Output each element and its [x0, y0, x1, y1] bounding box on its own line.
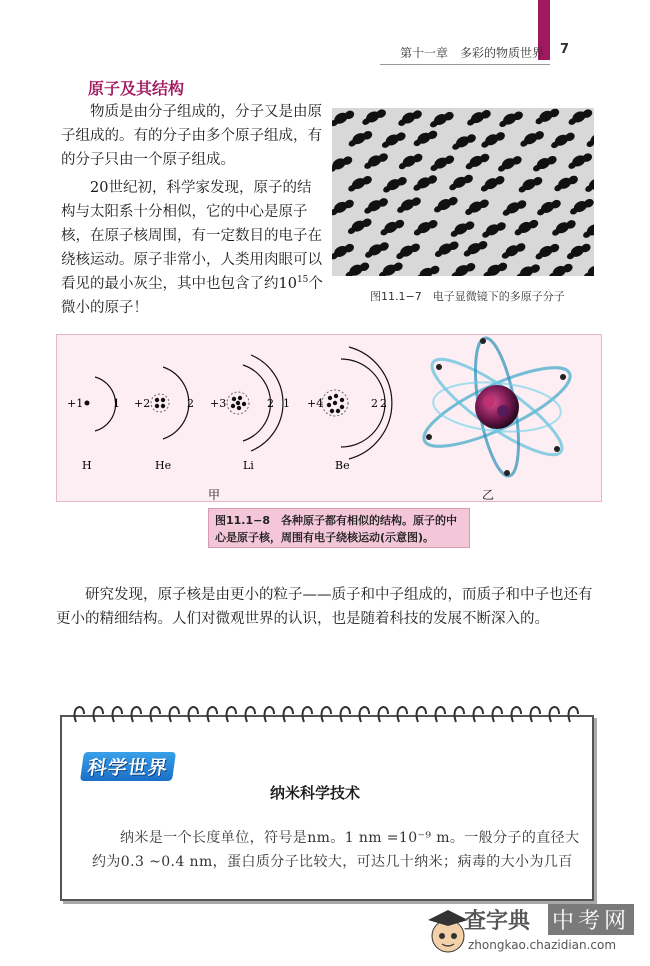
molecule-blob	[499, 240, 527, 261]
molecule-blob	[566, 108, 594, 127]
molecule-blob	[394, 240, 422, 261]
watermark-url: zhongkao.chazidian.com	[468, 938, 617, 952]
molecule-blob	[496, 153, 524, 174]
spiral-ring	[360, 707, 369, 722]
spiral-ring	[379, 707, 388, 722]
molecule-blob	[546, 260, 574, 276]
molecule-blob	[411, 217, 439, 238]
charge-li: +3	[210, 397, 227, 410]
symbol-he: He	[155, 459, 172, 472]
paragraph-atom-structure	[61, 176, 323, 320]
spiral-ring	[94, 707, 103, 722]
molecule-blob	[550, 217, 578, 238]
spiral-ring	[170, 707, 179, 722]
spiral-ring	[113, 707, 122, 722]
molecule-blob	[533, 108, 561, 126]
nucleus-ring-he	[151, 394, 169, 412]
molecule-blob	[584, 128, 594, 149]
figure-label-jia: 甲	[208, 488, 221, 502]
molecule-blob	[378, 216, 406, 237]
molecule-blob	[362, 195, 390, 216]
molecule-blob	[432, 238, 460, 259]
spiral-ring	[417, 707, 426, 722]
spiral-ring	[474, 707, 483, 722]
spiral-ring	[341, 707, 350, 722]
paragraph-research: 研究发现，原子核是由更小的粒子——质子和中子组成的，而质子和中子也还有更小的精细结构。人们对微观世界的认识，也是随着科技的发展不断深入的。	[56, 587, 593, 627]
spiral-ring	[284, 707, 293, 722]
paragraph-molecules: 物质是由分子组成的，分子又是由原子组成的。有的分子由多个原子组成，有的分子只由一个原子组成。	[61, 104, 322, 168]
molecule-blob	[530, 153, 558, 174]
molecule-blob	[500, 197, 528, 218]
molecule-blob	[332, 153, 354, 174]
header-divider	[380, 64, 550, 65]
electron-microscope-photo	[332, 108, 594, 276]
molecule-blob	[360, 108, 388, 127]
science-world-title: 纳米科学技术	[270, 784, 361, 802]
atom-be	[307, 347, 392, 472]
science-world-logo: 科学世界	[80, 752, 176, 781]
molecule-blob	[566, 150, 594, 171]
shell-he	[163, 367, 189, 439]
shell-count-he: 2	[187, 397, 194, 410]
spiral-ring	[227, 707, 236, 722]
molecule-blob	[379, 129, 407, 150]
symbol-h: H	[82, 459, 92, 472]
molecule-blob	[332, 108, 356, 128]
paragraph-text: 20世纪初，科学家发现，原子的结构与太阳系十分相似，它的中心是原子核，在原子核周围，有一定数目的电子在绕核运动。原子非常小，人类用肉眼可以看见的最小灰尘，其中也包含了约10	[61, 180, 322, 292]
molecule-blob	[564, 240, 592, 261]
atom-he	[134, 367, 194, 472]
molecule-blob	[514, 261, 542, 276]
molecule-blob	[465, 108, 493, 128]
molecule-blob	[332, 196, 355, 217]
molecule-blob	[363, 239, 391, 260]
molecule-pattern	[332, 108, 594, 276]
spiral-ring	[550, 707, 559, 722]
molecule-blob	[362, 150, 390, 171]
spiral-ring	[265, 707, 274, 722]
watermark-name-2: 中考网	[548, 904, 634, 935]
molecule-blob	[461, 238, 489, 259]
spiral-ring	[531, 707, 540, 722]
molecule-blob	[552, 172, 580, 193]
molecule-blob	[583, 173, 594, 194]
molecule-blob	[413, 262, 441, 276]
molecule-blob	[463, 196, 491, 217]
shell-count-li-2: 1	[283, 397, 290, 410]
spiral-ring	[322, 707, 331, 722]
molecule-blob	[497, 108, 525, 129]
atom-diagrams	[57, 335, 601, 501]
molecule-blob	[479, 129, 507, 150]
molecule-blob	[377, 259, 405, 276]
molecule-blob	[396, 108, 424, 128]
spiral-ring	[398, 707, 407, 722]
shell-count-li-1: 2	[267, 397, 274, 410]
atom-structure-figure	[56, 334, 602, 502]
molecule-blob	[448, 218, 476, 239]
molecule-blob	[411, 127, 439, 148]
symbol-be: Be	[335, 459, 350, 472]
molecule-blob	[533, 240, 561, 261]
molecule-blob	[447, 171, 475, 192]
spiral-ring	[493, 707, 502, 722]
charge-he: +2	[134, 397, 151, 410]
symbol-li: Li	[243, 459, 254, 472]
shell-count-be-2: 2	[380, 397, 387, 410]
paragraph-text-end: 个微小的原子！	[61, 276, 323, 316]
spiral-ring	[512, 707, 521, 722]
molecule-blob	[428, 109, 456, 130]
figure-label-yi: 乙	[482, 488, 495, 502]
chapter-header: 第十一章 多彩的物质世界	[400, 46, 545, 60]
shell-count-h: 1	[113, 397, 120, 410]
molecule-blob	[432, 194, 460, 215]
molecule-blob	[516, 174, 544, 195]
molecule-blob	[346, 173, 374, 194]
molecule-blob	[512, 216, 540, 237]
molecule-blob	[480, 219, 508, 240]
spiral-ring	[189, 707, 198, 722]
nucleus-h	[85, 401, 90, 406]
charge-h: +1	[67, 397, 84, 410]
figure-caption-1: 图11.1−7 电子显微镜下的多原子分子	[370, 290, 565, 303]
molecule-blob	[518, 128, 546, 149]
spiral-ring	[75, 707, 84, 722]
notebook-spiral	[68, 702, 588, 726]
spiral-ring	[455, 707, 464, 722]
molecule-blob	[478, 173, 506, 194]
exponent: 15	[296, 275, 309, 286]
molecule-blob	[581, 260, 594, 276]
spiral-ring	[151, 707, 160, 722]
molecule-blob	[396, 150, 424, 171]
molecule-blob	[581, 219, 594, 240]
atom-h	[67, 377, 120, 472]
science-world-text: 纳米是一个长度单位，符号是nm。1 nm =10⁻⁹ m。一般分子的直径大约为0.3 ~0.4 nm，蛋白质分子比较大，可达几十纳米；病毒的大小为几百	[92, 830, 580, 870]
molecule-blob	[549, 129, 577, 150]
spiral-ring	[132, 707, 141, 722]
spiral-ring	[303, 707, 312, 722]
molecule-blob	[343, 259, 371, 276]
atom-li	[210, 355, 290, 472]
molecule-blob	[345, 215, 373, 236]
spiral-ring	[436, 707, 445, 722]
charge-be: +4	[307, 397, 324, 410]
molecule-blob	[346, 128, 374, 149]
molecule-blob	[395, 194, 423, 215]
molecule-blob	[568, 196, 594, 217]
spiral-ring	[246, 707, 255, 722]
figure-caption-2: 图11.1−8 各种原子都有相似的结构。原子的中心是原子核，周围有电子绕核运动(示意图)。	[208, 508, 470, 548]
molecule-blob	[463, 150, 491, 171]
page-number: 7	[560, 42, 570, 57]
molecule-blob	[332, 241, 355, 262]
molecule-blob	[411, 172, 439, 193]
atom-3d-illustration	[415, 335, 579, 479]
spiral-ring	[569, 707, 578, 722]
molecule-blob	[449, 260, 477, 276]
section-title: 原子及其结构	[88, 79, 185, 98]
molecule-blob	[450, 131, 478, 152]
molecule-blob	[535, 196, 563, 217]
molecule-blob	[428, 152, 456, 173]
watermark-name: 查字典	[464, 909, 531, 934]
shell-count-be-1: 2	[371, 397, 378, 410]
molecule-blob	[381, 174, 409, 195]
molecule-blob	[481, 259, 509, 276]
spiral-ring	[208, 707, 217, 722]
